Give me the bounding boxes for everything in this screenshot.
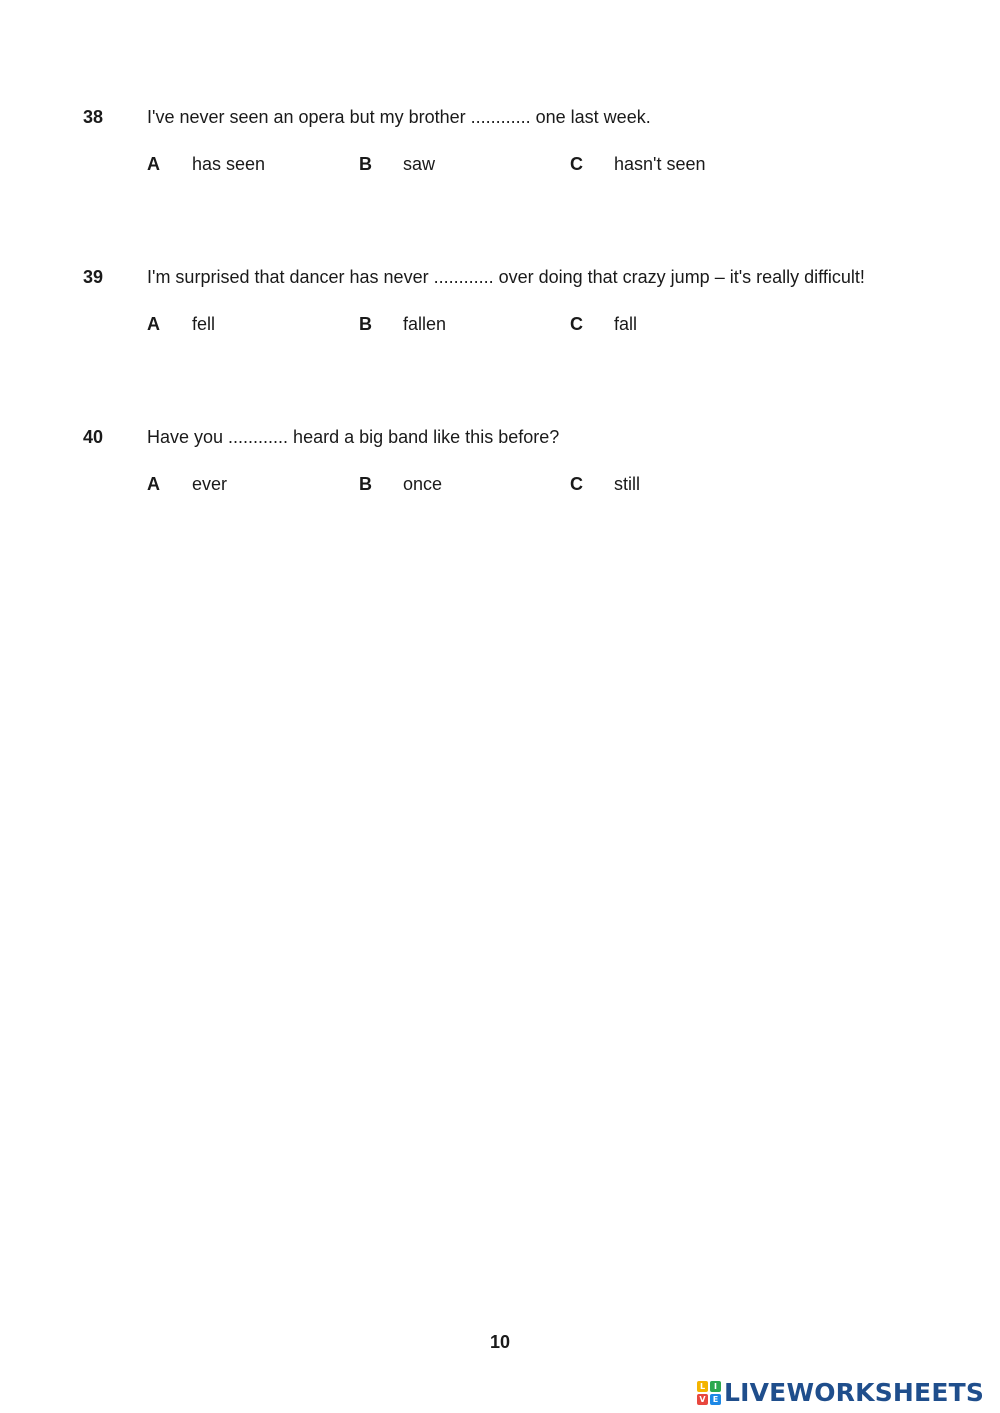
- option-c-letter[interactable]: C: [570, 154, 583, 174]
- option-a-letter[interactable]: A: [147, 314, 160, 334]
- option-b-letter[interactable]: B: [359, 474, 372, 494]
- option-b-text[interactable]: saw: [403, 154, 436, 174]
- question-number: 38: [83, 107, 104, 127]
- question-text: I've never seen an opera but my brother ............ one last week.: [147, 107, 651, 127]
- logo-mark-letter: E: [710, 1394, 721, 1405]
- option-a-text[interactable]: fell: [192, 314, 216, 334]
- question-text: I'm surprised that dancer has never ............ over doing that crazy jump – it's really difficult!: [147, 267, 865, 287]
- logo-mark-letter: I: [710, 1381, 721, 1392]
- option-c-letter[interactable]: C: [570, 314, 583, 334]
- option-b-letter[interactable]: B: [359, 314, 372, 334]
- liveworksheets-logo-icon: [697, 1381, 721, 1405]
- option-a-text[interactable]: ever: [192, 474, 228, 494]
- option-a-letter[interactable]: A: [147, 154, 160, 174]
- option-b-letter[interactable]: B: [359, 154, 372, 174]
- page-number: 10: [489, 1332, 511, 1352]
- option-c-text[interactable]: fall: [614, 314, 638, 334]
- logo-mark-letter: L: [697, 1381, 708, 1392]
- logo-mark-letter: V: [697, 1394, 708, 1405]
- option-b-text[interactable]: fallen: [403, 314, 447, 334]
- option-c-text[interactable]: still: [614, 474, 640, 494]
- question-number: 40: [83, 427, 104, 447]
- logo-text: LIVEWORKSHEETS: [724, 1378, 985, 1407]
- option-c-text[interactable]: hasn't seen: [614, 154, 706, 174]
- option-a-letter[interactable]: A: [147, 474, 160, 494]
- option-a-text[interactable]: has seen: [192, 154, 266, 174]
- question-number: 39: [83, 267, 104, 287]
- liveworksheets-logo: [697, 1377, 984, 1409]
- option-c-letter[interactable]: C: [570, 474, 583, 494]
- option-b-text[interactable]: once: [403, 474, 443, 494]
- question-text: Have you ............ heard a big band like this before?: [147, 427, 560, 447]
